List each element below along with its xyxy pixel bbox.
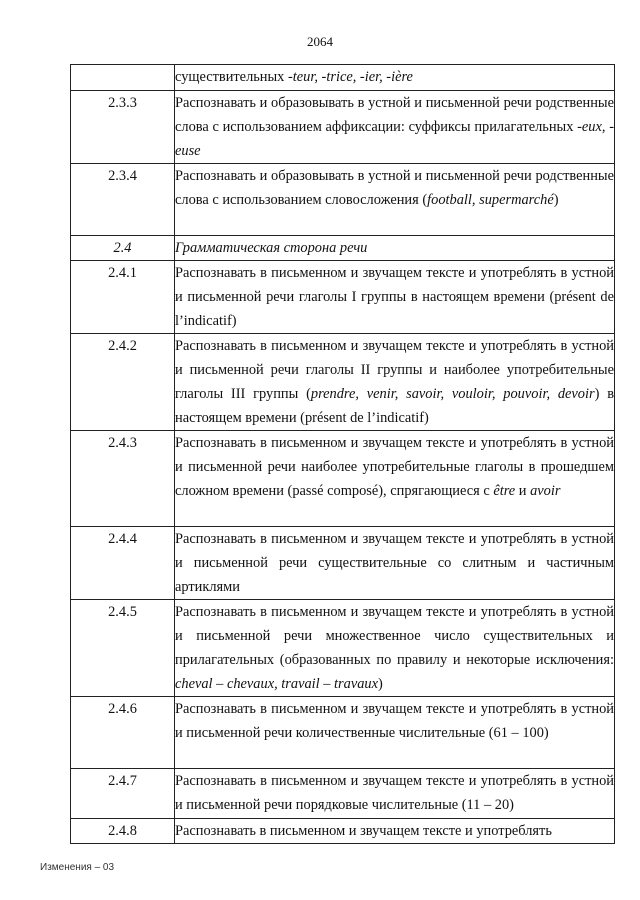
- description-text: Распознавать в письменном и звучащем тексте и употреблять в устной и письменной речи глаголы I группы в настоящем времени (présent de l’indicatif): [175, 265, 614, 329]
- item-code: 2.4.4: [71, 527, 175, 600]
- description-text: ) в настоящем времени (présent de l’indicatif): [175, 386, 614, 426]
- description-text: Распознавать и образовывать в устной и письменной речи родственные слова с использованием словосложения (: [175, 168, 614, 208]
- item-description: [175, 769, 615, 819]
- item-code: 2.4.3: [71, 431, 175, 527]
- item-code: 2.4.2: [71, 334, 175, 431]
- page-number: 2064: [307, 34, 333, 49]
- item-description: [175, 236, 615, 261]
- italic-term: prendre, venir, savoir, vouloir, pouvoir, devoir: [310, 386, 595, 402]
- description-text: существительных: [175, 69, 288, 85]
- table-row: [71, 65, 615, 91]
- italic-term: -eux, -euse: [175, 119, 615, 159]
- description-text: Распознавать в письменном и звучащем тексте и употреблять в устной и письменной речи глаголы II группы и наиболее употребительные глаголы III группы (: [175, 338, 614, 402]
- item-description: [175, 527, 615, 600]
- table-row: [71, 164, 615, 236]
- description-text: Распознавать в письменном и звучащем тексте и употреблять в устной и письменной речи порядковые числительные (11 – 20): [175, 773, 614, 813]
- table-row: [71, 431, 615, 527]
- description-text: Распознавать в письменном и звучащем тексте и употреблять в устной и письменной речи количественные числительные (61 – 100): [175, 701, 614, 741]
- item-description: [175, 697, 615, 769]
- content-table: [70, 64, 615, 844]
- footer-revision: Изменения – 03: [40, 862, 115, 873]
- description-text: Распознавать в письменном и звучащем тексте и употреблять в устной и письменной речи множественное число существительных и прилагательных (образованных по правилу и некоторые исключения:: [175, 604, 614, 668]
- item-description: [175, 164, 615, 236]
- item-description: [175, 261, 615, 334]
- item-code: 2.4.1: [71, 261, 175, 334]
- item-description: [175, 65, 615, 91]
- italic-term: être: [493, 483, 516, 499]
- item-code: 2.3.4: [71, 164, 175, 236]
- italic-term: avoir: [530, 483, 561, 499]
- table-body: [71, 65, 615, 844]
- table-row: [71, 91, 615, 164]
- item-code: [71, 65, 175, 91]
- description-text: ): [553, 192, 559, 208]
- item-description: [175, 819, 615, 844]
- item-description: [175, 600, 615, 697]
- table-row: [71, 769, 615, 819]
- table-row: [71, 334, 615, 431]
- table-row: [71, 527, 615, 600]
- table-row: [71, 697, 615, 769]
- description-text: ): [378, 676, 383, 692]
- item-code: 2.4: [71, 236, 175, 261]
- table-row: [71, 819, 615, 844]
- description-text: Распознавать в письменном и звучащем тексте и употреблять в устной и письменной речи наиболее употребительные глаголы в прошедшем сложном времени (passé composé), спрягающиеся с: [175, 435, 614, 499]
- italic-term: football, supermarché: [427, 192, 554, 208]
- table-row: [71, 600, 615, 697]
- item-code: 2.3.3: [71, 91, 175, 164]
- item-description: [175, 334, 615, 431]
- table-row: [71, 261, 615, 334]
- item-code: 2.4.7: [71, 769, 175, 819]
- table-row: [71, 236, 615, 261]
- item-code: 2.4.8: [71, 819, 175, 844]
- description-text: Распознавать в письменном и звучащем тексте и употреблять в устной и письменной речи существительные со слитным и частичным артиклями: [175, 531, 614, 595]
- description-text: и: [515, 483, 531, 499]
- item-code: 2.4.6: [71, 697, 175, 769]
- item-description: [175, 91, 615, 164]
- description-text: Распознавать в письменном и звучащем тексте и употреблять: [175, 823, 552, 839]
- description-text: Распознавать и образовывать в устной и письменной речи родственные слова с использованием аффиксации: суффиксы прилагательных: [175, 95, 614, 135]
- italic-term: Грамматическая сторона речи: [175, 240, 368, 256]
- item-description: [175, 431, 615, 527]
- italic-term: cheval – chevaux, travail – travaux: [175, 676, 378, 692]
- item-code: 2.4.5: [71, 600, 175, 697]
- italic-term: -teur, -trice, -ier, -ière: [287, 69, 413, 85]
